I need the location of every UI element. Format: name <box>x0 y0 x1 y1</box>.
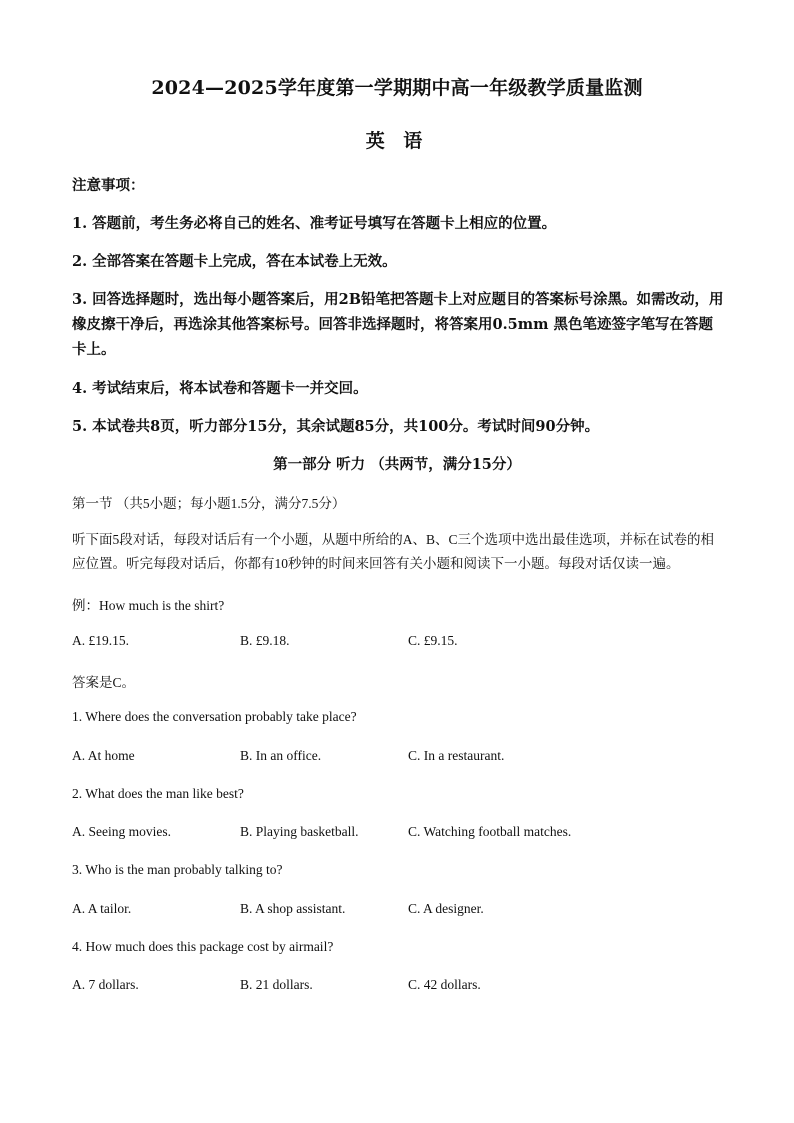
question-3-option-c: C. A designer. <box>408 901 484 916</box>
question-2: 2. What does the man like best? <box>72 786 244 801</box>
example-option-a: A. £19.15. <box>72 633 129 648</box>
subject-title: 英 语 <box>365 130 429 152</box>
question-2-option-b: B. Playing basketball. <box>240 824 359 839</box>
question-2-option-c: C. Watching football matches. <box>408 824 572 839</box>
example-question: 例：How much is the shirt? <box>72 598 225 613</box>
notice-item: 2. 全部答案在答题卡上完成，答在本试卷上无效。 <box>72 253 397 270</box>
part-title: 第一部分 听力 （共两节，满分15分） <box>273 456 521 473</box>
notice-heading: 注意事项： <box>72 177 145 194</box>
exam-title: 2024—2025学年度第一学期期中高一年级教学质量监测 <box>151 77 643 99</box>
question-3-option-a: A. A tailor. <box>72 901 132 916</box>
question-3: 3. Who is the man probably talking to? <box>72 862 283 877</box>
example-answer: 答案是C。 <box>72 675 136 690</box>
question-1-option-b: B. In an office. <box>240 748 322 763</box>
notice-item: 4. 考试结束后，将本试卷和答题卡一并交回。 <box>72 380 368 397</box>
example-option-c: C. £9.15. <box>408 633 458 648</box>
example-option-b: B. £9.18. <box>240 633 290 648</box>
question-1: 1. Where does the conversation probably take place? <box>72 709 357 724</box>
question-4: 4. How much does this package cost by airmail? <box>72 939 334 954</box>
section-title: 第一节 （共5小题；每小题1.5分，满分7.5分） <box>72 496 346 511</box>
section-instructions: 听下面5段对话，每段对话后有一个小题，从题中所给的A、B、C三个选项中选出最佳选项，并标在试卷的相应位置。听完每段对话后，你都有10秒钟的时间来回答有关小题和阅读下一小题。每段对话仅读一遍。 <box>72 532 715 571</box>
question-1-option-a: A. At home <box>72 748 135 763</box>
question-3-option-b: B. A shop assistant. <box>240 901 346 916</box>
notice-item: 5. 本试卷共8页，听力部分15分，其余试题85分，共100分。考试时间90分钟。 <box>72 418 600 435</box>
notice-item: 3. 回答选择题时，选出每小题答案后，用2B铅笔把答题卡上对应题目的答案标号涂黑。如需改动，用橡皮擦干净后，再选涂其他答案标号。回答非选择题时，将答案用0.5mm 黑色笔迹签字笔写在答题卡上。 <box>72 291 724 358</box>
question-4-option-c: C. 42 dollars. <box>408 977 481 992</box>
question-4-option-b: B. 21 dollars. <box>240 977 313 992</box>
question-4-option-a: A. 7 dollars. <box>72 977 139 992</box>
question-1-option-c: C. In a restaurant. <box>408 748 505 763</box>
question-2-option-a: A. Seeing movies. <box>72 824 171 839</box>
notice-item: 1. 答题前，考生务必将自己的姓名、准考证号填写在答题卡上相应的位置。 <box>72 215 557 232</box>
